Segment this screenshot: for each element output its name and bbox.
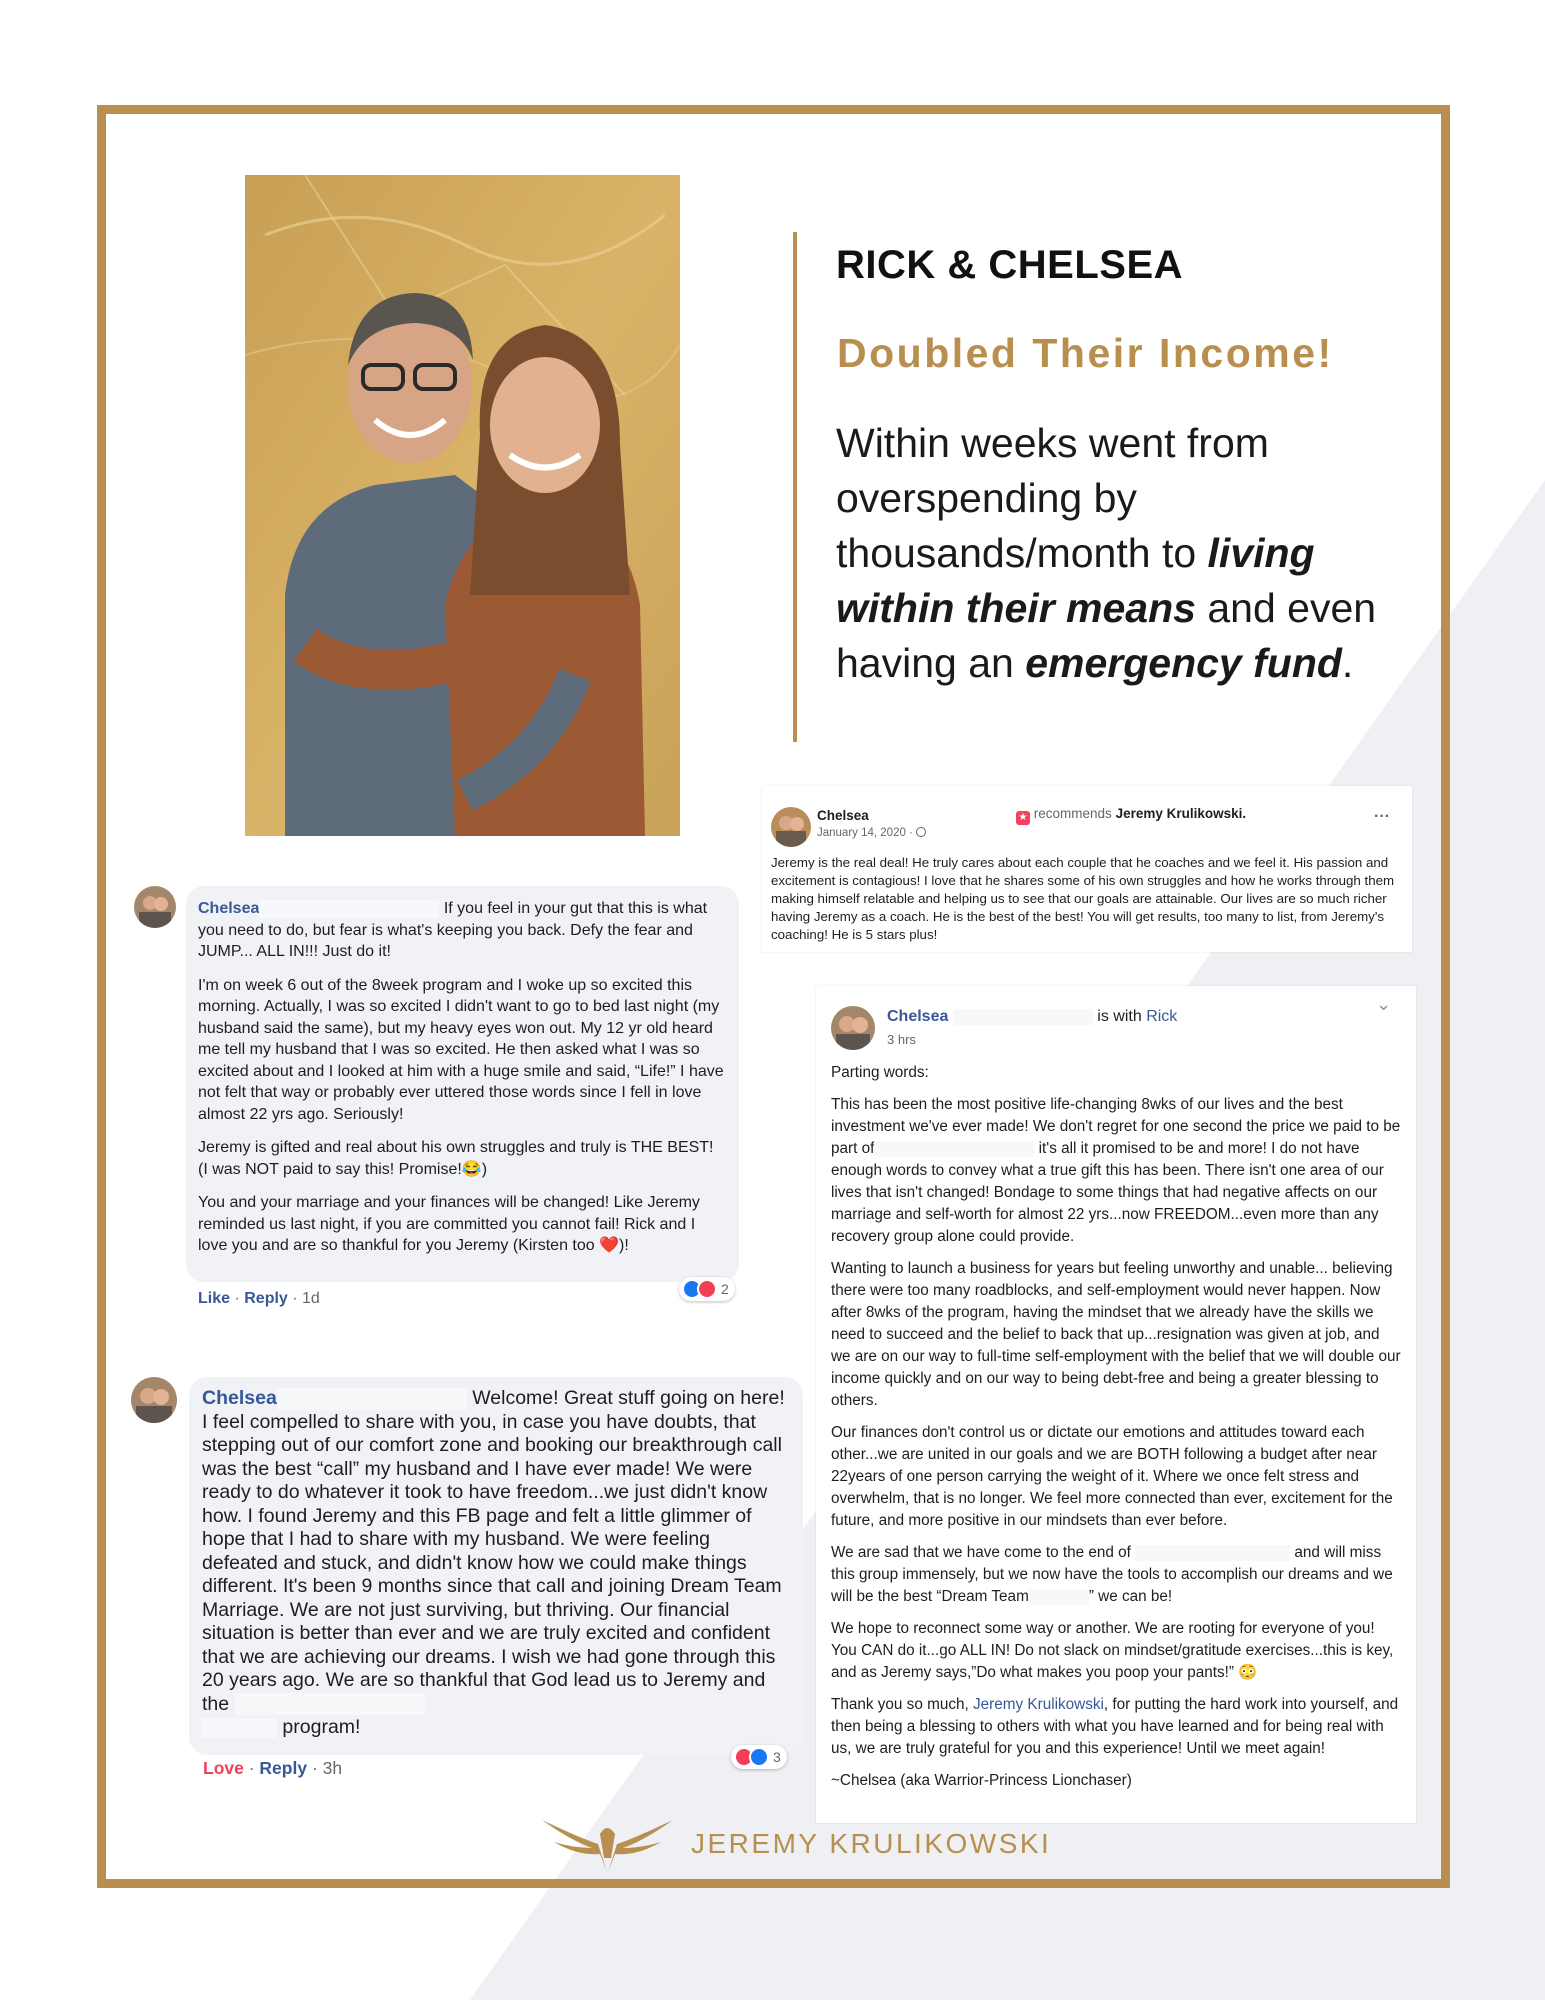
comment-bubble: Chelsea Welcome! Great stuff going on here! I feel compelled to share with you, in case you have doubts, that stepping out of our comfort zone and booking our breakthrough call was the best “call” my husband and I have ever made! We were ready to do whatever it took to have freedom...we just didn't know how. I found Jeremy and this FB page and felt a little glimmer of hope that I had to share with my husband. We were feeling defeated and stuck, and didn't know how we could make things different. It's been 9 months since that call and joining Dream Team Marriage. We are not just surviving, but thriving. Our financial situation is better than ever and we are truly excited and confident that we are achieving our dreams. I wish we had gone through this 20 years ago. We are so thankful that God lead us to Jeremy and the program! bbox=[189, 1377, 803, 1755]
heart-emoji: ❤️ bbox=[599, 1237, 620, 1254]
avatar[interactable] bbox=[831, 1006, 875, 1050]
comment-actions: Like · Reply · 1d bbox=[198, 1290, 320, 1307]
tagged-person[interactable]: Rick bbox=[1146, 1008, 1178, 1025]
redacted-group-name bbox=[277, 1388, 467, 1410]
comment-text: Welcome! Great stuff going on here! I feel compelled to share with you, in case you have doubts, that stepping out of our comfort zone and booking our breakthrough call was the best “call” my husband and I have ever made! We were ready to do whatever it took to have freedom...we just didn't know how. I found Jeremy and this FB page and felt a little glimmer of hope that I had to share with my husband. We were feeling defeated and stuck, and didn't know how we could make things different. It's been 9 months since that call and joining Dream Team Marriage. We are not just surviving, but thriving. Our financial situation is better than ever and we are truly excited and confident that we are achieving our dreams. I wish we had gone through this 20 years ago. We are so thankful that God lead us to Jeremy and the bbox=[202, 1387, 785, 1715]
like-reaction-icon bbox=[749, 1747, 769, 1767]
comment-paragraph: I'm on week 6 out of the 8week program and I woke up so excited this morning. Actually, I was so excited I didn't want to go to bed last night (my husband said the same), but my heavy eyes won out. My 12 yr old heard me tell my husband that I was so excited. He then asked what I was so excited about and I looked at him with a huge smile and said, “Life!” I have not felt that way or probably ever uttered those words since I fell in love almost 22 yrs ago. Seriously! bbox=[198, 976, 724, 1123]
result-headline: Doubled Their Income! bbox=[837, 330, 1334, 376]
comment-paragraph: Chelsea If you feel in your gut that this is what you need to do, but fear is what's keeping you back. Defy the fear and JUMP... ALL IN!!! Just do it! bbox=[198, 900, 708, 960]
couple-names: RICK & CHELSEA bbox=[836, 243, 1184, 287]
reactions-summary[interactable]: 3 bbox=[731, 1745, 787, 1769]
reply-button[interactable]: Reply bbox=[259, 1758, 308, 1778]
comment-time: 3h bbox=[322, 1758, 343, 1778]
post-time[interactable]: 3 hrs bbox=[887, 1032, 916, 1047]
reply-button[interactable]: Reply bbox=[244, 1290, 288, 1307]
recommended-page-link[interactable]: Jeremy Krulikowski. bbox=[1115, 806, 1247, 821]
result-description: Within weeks went from overspending by thousands/month to living within their means and even having an emergency fund. bbox=[836, 420, 1377, 686]
love-reaction-icon bbox=[697, 1279, 717, 1299]
more-options-icon[interactable]: ··· bbox=[1374, 808, 1390, 825]
author-name[interactable]: Chelsea bbox=[817, 808, 869, 823]
post-header: Chelsea is with Rick bbox=[887, 1008, 1178, 1025]
couple-photo bbox=[245, 175, 680, 836]
recommend-line: ★ recommends Jeremy Krulikowski. bbox=[1016, 806, 1246, 825]
brand-logo bbox=[540, 1814, 1051, 1874]
post-date[interactable]: January 14, 2020 · bbox=[817, 827, 926, 839]
redacted-text bbox=[202, 1718, 277, 1738]
globe-icon bbox=[916, 827, 926, 837]
redacted-text bbox=[874, 1141, 1034, 1157]
reactions-summary[interactable]: 2 bbox=[679, 1277, 735, 1301]
author-name[interactable]: Chelsea bbox=[202, 1387, 277, 1409]
love-button[interactable]: Love bbox=[203, 1758, 244, 1778]
comment-paragraph: You and your marriage and your finances will be changed! Like Jeremy reminded us last night, if you are committed you cannot fail! Rick and I love you and are so thankful for you Jeremy (Kirsten too ❤️)! bbox=[198, 1194, 700, 1254]
avatar[interactable] bbox=[771, 807, 811, 847]
brand-name: JEREMY KRULIKOWSKI bbox=[691, 1828, 1052, 1859]
recommendation-text: Jeremy is the real deal! He truly cares about each couple that he coaches and we feel it. His passion and excitement is contagious! I love that he shares some of his own struggles and how he works through them making himself relatable and helping us to see that our goals are attainable. Our lives are so much richer having Jeremy as a coach. He is the best of the best! You will get results, too many to list, from Jeremy's coaching! He is 5 stars plus! bbox=[771, 855, 1395, 942]
mention-link[interactable]: Jeremy Krulikowski bbox=[973, 1696, 1104, 1713]
redacted-text bbox=[1135, 1545, 1290, 1561]
comment-bubble bbox=[186, 886, 739, 1282]
comment-time: 1d bbox=[302, 1290, 320, 1307]
accent-divider bbox=[793, 232, 797, 742]
eagle-logo-icon bbox=[540, 1814, 675, 1874]
redacted-group-name bbox=[259, 900, 439, 918]
like-button[interactable]: Like bbox=[198, 1290, 231, 1307]
author-name[interactable]: Chelsea bbox=[198, 900, 260, 917]
post-body: Parting words: This has been the most positive life-changing 8wks of our lives and the best investment we've ever made! We don't regret for one second the price we paid to be part of it's all it promised to be and more! I do not have enough words to convey what a true gift this has been. There isn't one area of our lives that isn't changed! Bondage to some things that had negative affects on our marriage and self-worth for almost 22 yrs...now FREEDOM...even more than any recovery group alone could provide. Wanting to launch a business for years but feeling unworthy and unable... believing there were too many roadblocks, and self-employment would never happen. Now after 8wks of the program, having the mindset that we already have the skills we need to succeed and the belief to back that up...resignation was given at job, and we are on our way to full-time self-employment with the belief that we will double our income quickly and on our way to being debt-free and being a greater blessing to others. Our finances don't control us or dictate our emotions and attitudes toward each other...we are united in our goals and we are BOTH following a budget after near 22years of one person carrying the weight of it. Where we once felt stress and overwhelm, that is no longer. We feel more connected than ever, excitement for the future, and more positive in our mindsets than ever before. We are sad that we have come to the end of and will miss this group immensely, but we now have the tools to accomplish our dreams and we will be the best “Dream Team ” we can be! We hope to reconnect some way or another. We are rooting for everyone of you! You CAN do it...go ALL IN! Do not slack on mindset/gratitude exercises...this is key, and as Jeremy says,”Do what makes you poop your pants!” 😳 Thank you so much, Jeremy Krulikowski, for putting the hard work into yourself, and then being a blessing to others with what you have learned and for being real with us, we are truly grateful for you and this experience! Until we meet again! ~Chelsea (aka Warrior-Princess Lionchaser) bbox=[831, 1064, 1401, 1789]
comment-actions: Love · Reply · 3h bbox=[203, 1758, 343, 1778]
comment-paragraph: Jeremy is gifted and real about his own struggles and truly is THE BEST! (I was NOT paid to say this! Promise!😂) bbox=[198, 1139, 714, 1178]
facebook-post-card bbox=[816, 986, 1416, 1823]
avatar[interactable] bbox=[131, 1377, 177, 1423]
author-name[interactable]: Chelsea bbox=[887, 1008, 949, 1025]
redacted-text bbox=[1029, 1589, 1089, 1605]
chevron-down-icon[interactable]: ⌄ bbox=[1376, 994, 1392, 1014]
redacted-group-name bbox=[953, 1009, 1093, 1025]
avatar[interactable] bbox=[134, 886, 176, 928]
recommendation-card bbox=[762, 786, 1412, 952]
redacted-text bbox=[235, 1693, 425, 1715]
recommend-star-icon: ★ bbox=[1016, 811, 1030, 825]
